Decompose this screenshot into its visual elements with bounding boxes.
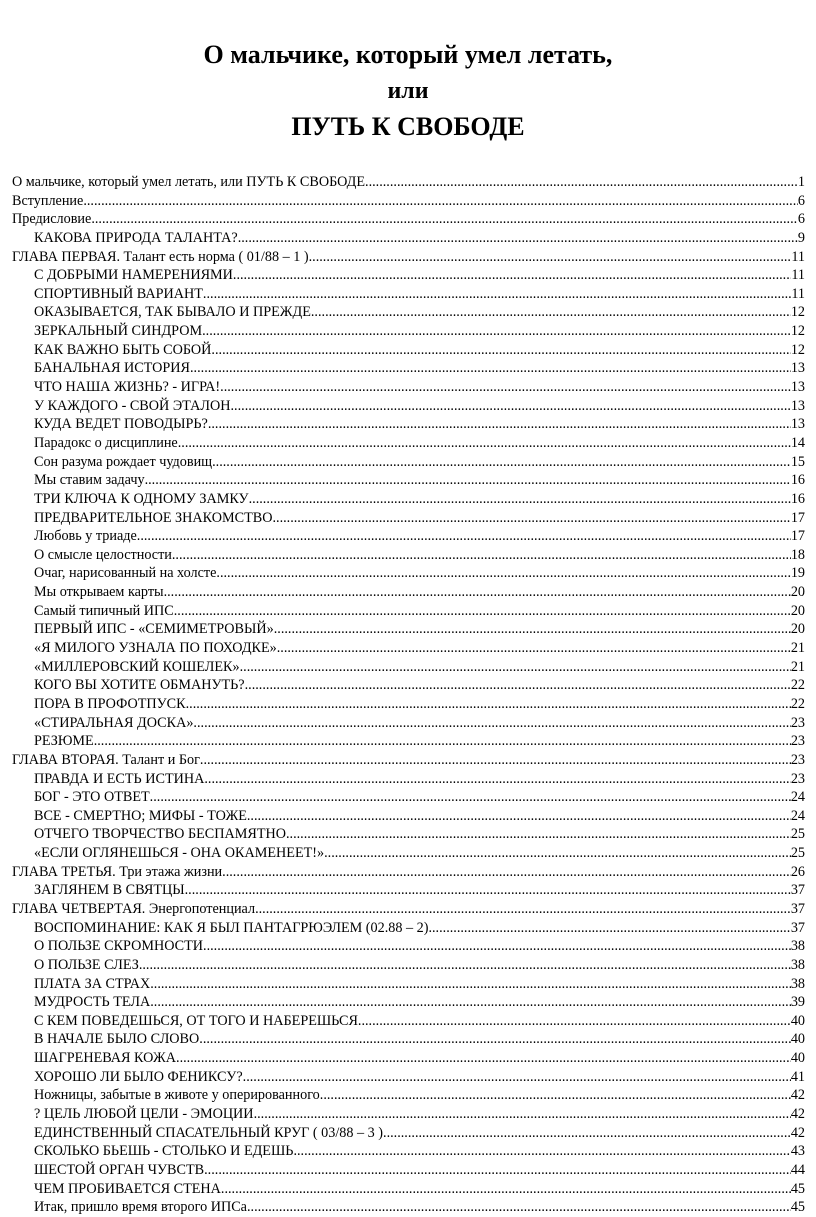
toc-leader-dots: [212, 453, 791, 472]
toc-entry-page: 26: [790, 863, 805, 880]
toc-leader-dots: [176, 1049, 791, 1068]
toc-entry[interactable]: [12, 490, 805, 509]
toc-entry-label: ГЛАВА ПЕРВАЯ. Талант есть норма ( 01/88 – 1 ): [12, 248, 309, 265]
toc-entry[interactable]: [12, 658, 805, 677]
toc-entry-page: 19: [790, 565, 805, 582]
toc-leader-dots: [249, 490, 791, 509]
toc-leader-dots: [204, 770, 790, 789]
toc-entry[interactable]: [12, 285, 805, 304]
toc-entry-page: 16: [790, 490, 805, 507]
toc-entry-label: ТРИ КЛЮЧА К ОДНОМУ ЗАМКУ: [34, 490, 249, 507]
toc-entry-label: ГЛАВА ТРЕТЬЯ. Три этажа жизни: [12, 863, 223, 880]
toc-entry-label: РЕЗЮМЕ: [34, 733, 94, 750]
toc-entry-label: Предисловие: [12, 211, 92, 228]
toc-leader-dots: [94, 732, 791, 751]
toc-entry[interactable]: [12, 714, 805, 733]
toc-entry-page: 44: [790, 1161, 805, 1178]
toc-entry[interactable]: [12, 248, 805, 267]
toc-entry-page: 20: [790, 584, 805, 601]
toc-entry-label: КУДА ВЕДЕТ ПОВОДЫРЬ?: [34, 416, 208, 433]
toc-entry-label: ЕДИНСТВЕННЫЙ СПАСАТЕЛЬНЫЙ КРУГ ( 03/88 – 3 ): [34, 1124, 384, 1141]
toc-entry[interactable]: [12, 900, 805, 919]
toc-entry[interactable]: [12, 359, 805, 378]
toc-entry-label: Итак, пришло время второго ИПСа: [34, 1199, 247, 1216]
toc-leader-dots: [202, 322, 791, 341]
toc-entry-page: 23: [790, 770, 805, 787]
toc-leader-dots: [221, 1180, 791, 1199]
title-line-2: или: [387, 78, 429, 104]
toc-entry-label: С КЕМ ПОВЕДЕШЬСЯ, ОТ ТОГО И НАБЕРЕШЬСЯ: [34, 1012, 358, 1029]
toc-entry-label: Парадокс о дисциплине: [34, 434, 178, 451]
toc-entry[interactable]: [12, 229, 805, 248]
toc-entry-page: 42: [790, 1124, 805, 1141]
toc-leader-dots: [211, 341, 790, 360]
toc-entry-label: «Я МИЛОГО УЗНАЛА ПО ПОХОДКЕ»: [34, 640, 277, 657]
toc-leader-dots: [286, 825, 791, 844]
toc-entry-page: 15: [790, 453, 805, 470]
toc-entry[interactable]: [12, 546, 805, 565]
toc-entry-page: 18: [790, 546, 805, 563]
toc-entry-page: 42: [790, 1106, 805, 1123]
toc-entry-page: 12: [790, 323, 805, 340]
toc-entry-page: 23: [790, 714, 805, 731]
toc-entry[interactable]: [12, 863, 805, 882]
toc-leader-dots: [277, 639, 791, 658]
toc-leader-dots: [137, 527, 791, 546]
toc-entry[interactable]: [12, 676, 805, 695]
toc-entry-page: 22: [790, 677, 805, 694]
title-line-1: О мальчике, который умел летать,: [203, 40, 613, 69]
toc-entry-label: ШЕСТОЙ ОРГАН ЧУВСТВ: [34, 1161, 205, 1178]
toc-leader-dots: [185, 881, 791, 900]
toc-entry-label: Сон разума рождает чудовищ: [34, 453, 213, 470]
toc-leader-dots: [150, 993, 791, 1012]
toc-entry-page: 6: [797, 211, 805, 228]
toc-entry-page: 38: [790, 938, 805, 955]
toc-entry[interactable]: [12, 509, 805, 528]
toc-entry[interactable]: [12, 1124, 805, 1143]
toc-entry-page: 12: [790, 341, 805, 358]
toc-entry[interactable]: [12, 881, 805, 900]
toc-entry-page: 40: [790, 1031, 805, 1048]
toc-entry-label: С ДОБРЫМИ НАМЕРЕНИЯМИ: [34, 267, 233, 284]
toc-entry-label: СКОЛЬКО БЬЕШЬ - СТОЛЬКО И ЕДЕШЬ: [34, 1143, 294, 1160]
toc-leader-dots: [139, 956, 791, 975]
toc-entry-label: СПОРТИВНЫЙ ВАРИАНТ: [34, 285, 203, 302]
toc-entry[interactable]: [12, 1012, 805, 1031]
toc-entry-page: 21: [790, 640, 805, 657]
toc-leader-dots: [358, 1012, 791, 1031]
toc-entry-page: 43: [790, 1143, 805, 1160]
toc-entry-label: Очаг, нарисованный на холсте: [34, 565, 217, 582]
toc-entry-label: ХОРОШО ЛИ БЫЛО ФЕНИКСУ?: [34, 1068, 243, 1085]
document-title: [0, 38, 816, 144]
toc-leader-dots: [199, 1030, 791, 1049]
toc-entry[interactable]: [12, 1198, 805, 1217]
toc-leader-dots: [203, 937, 791, 956]
toc-entry-label: ШАГРЕНЕВАЯ КОЖА: [34, 1050, 177, 1067]
toc-entry[interactable]: [12, 583, 805, 602]
toc-entry-label: ? ЦЕЛЬ ЛЮБОЙ ЦЕЛИ - ЭМОЦИИ: [34, 1106, 254, 1123]
toc-entry[interactable]: [12, 975, 805, 994]
toc-entry[interactable]: [12, 192, 805, 211]
toc-leader-dots: [324, 844, 791, 863]
toc-entry-label: БОГ - ЭТО ОТВЕТ: [34, 789, 150, 806]
toc-leader-dots: [145, 471, 791, 490]
toc-leader-dots: [272, 509, 790, 528]
toc-entry[interactable]: [12, 173, 805, 192]
toc-entry-page: 25: [790, 845, 805, 862]
toc-leader-dots: [428, 919, 790, 938]
toc-leader-dots: [247, 1198, 791, 1217]
toc-entry-page: 21: [790, 658, 805, 675]
toc-entry-page: 24: [790, 789, 805, 806]
toc-entry[interactable]: [12, 620, 805, 639]
toc-leader-dots: [233, 266, 791, 285]
toc-entry-label: Любовь у триаде: [34, 528, 137, 545]
toc-entry-label: ПЛАТА ЗА СТРАХ: [34, 975, 151, 992]
toc-entry-label: У КАЖДОГО - СВОЙ ЭТАЛОН: [34, 397, 231, 414]
toc-leader-dots: [311, 303, 791, 322]
toc-entry-label: ОТЧЕГО ТВОРЧЕСТВО БЕСПАМЯТНО: [34, 826, 286, 843]
toc-leader-dots: [91, 210, 798, 229]
toc-entry[interactable]: [12, 844, 805, 863]
toc-leader-dots: [150, 975, 791, 994]
toc-entry-label: ЗЕРКАЛЬНЫЙ СИНДРОМ: [34, 323, 203, 340]
toc-leader-dots: [231, 397, 791, 416]
toc-entry-label: О ПОЛЬЗЕ СКРОМНОСТИ: [34, 938, 204, 955]
toc-entry-label: ГЛАВА ЧЕТВЕРТАЯ. Энергопотенциал: [12, 900, 256, 917]
toc-leader-dots: [204, 1161, 791, 1180]
toc-entry-label: ПРАВДА И ЕСТЬ ИСТИНА: [34, 770, 205, 787]
toc-entry-page: 40: [790, 1012, 805, 1029]
toc-entry[interactable]: [12, 602, 805, 621]
toc-leader-dots: [255, 900, 791, 919]
toc-entry-label: Мы открываем карты: [34, 584, 164, 601]
toc-entry[interactable]: [12, 695, 805, 714]
toc-entry-label: ЧЕМ ПРОБИВАЕТСЯ СТЕНА: [34, 1180, 221, 1197]
toc-entry-page: 25: [790, 826, 805, 843]
toc-entry[interactable]: [12, 825, 805, 844]
toc-entry[interactable]: [12, 378, 805, 397]
toc-entry-label: ЧТО НАША ЖИЗНЬ? - ИГРА!: [34, 379, 221, 396]
toc-entry-page: 38: [790, 956, 805, 973]
table-of-contents: [12, 173, 805, 1217]
toc-entry[interactable]: [12, 322, 805, 341]
toc-entry[interactable]: [12, 1030, 805, 1049]
toc-entry-page: 23: [790, 733, 805, 750]
toc-entry-label: В НАЧАЛЕ БЫЛО СЛОВО: [34, 1031, 200, 1048]
toc-leader-dots: [172, 546, 791, 565]
toc-entry-page: 20: [790, 602, 805, 619]
toc-entry-page: 45: [790, 1199, 805, 1216]
toc-entry[interactable]: [12, 1105, 805, 1124]
toc-entry-label: О мальчике, который умел летать, или ПУТЬ К СВОБОДЕ: [12, 174, 366, 190]
toc-leader-dots: [320, 1086, 791, 1105]
toc-leader-dots: [216, 564, 790, 583]
toc-entry[interactable]: [12, 1180, 805, 1199]
toc-entry-page: 13: [790, 379, 805, 396]
toc-leader-dots: [238, 229, 798, 248]
toc-leader-dots: [193, 714, 790, 733]
toc-leader-dots: [150, 788, 791, 807]
toc-leader-dots: [174, 602, 791, 621]
toc-leader-dots: [203, 285, 791, 304]
toc-entry-page: 11: [791, 285, 805, 302]
toc-entry[interactable]: [12, 919, 805, 938]
toc-entry-page: 23: [790, 751, 805, 768]
toc-entry-page: 39: [790, 994, 805, 1011]
toc-entry[interactable]: [12, 527, 805, 546]
toc-entry-page: 6: [797, 192, 805, 209]
toc-entry-page: 1: [797, 174, 805, 190]
toc-entry-label: ГЛАВА ВТОРАЯ. Талант и Бог: [12, 751, 200, 768]
toc-entry-page: 17: [790, 528, 805, 545]
toc-entry-label: ПОРА В ПРОФОТПУСК: [34, 695, 186, 712]
toc-entry-page: 42: [790, 1087, 805, 1104]
toc-entry-page: 37: [790, 900, 805, 917]
toc-entry[interactable]: [12, 564, 805, 583]
toc-entry[interactable]: [12, 732, 805, 751]
toc-entry[interactable]: [12, 1142, 805, 1161]
toc-entry-label: БАНАЛЬНАЯ ИСТОРИЯ: [34, 360, 190, 377]
toc-entry-label: Ножницы, забытые в животе у оперированного: [34, 1087, 320, 1104]
toc-leader-dots: [200, 751, 791, 770]
toc-leader-dots: [178, 434, 791, 453]
toc-entry-label: МУДРОСТЬ ТЕЛА: [34, 994, 151, 1011]
toc-entry-label: ПЕРВЫЙ ИПС - «СЕМИМЕТРОВЫЙ».: [34, 621, 278, 638]
toc-entry[interactable]: [12, 210, 805, 229]
title-line-3: ПУТЬ К СВОБОДЕ: [291, 112, 525, 141]
toc-entry-page: 12: [790, 304, 805, 321]
toc-leader-dots: [240, 658, 791, 677]
toc-entry-page: 40: [790, 1050, 805, 1067]
toc-entry[interactable]: [12, 639, 805, 658]
toc-entry-page: 16: [790, 472, 805, 489]
toc-leader-dots: [277, 620, 791, 639]
toc-entry-page: 13: [790, 397, 805, 414]
toc-leader-dots: [309, 248, 792, 267]
toc-entry[interactable]: [12, 434, 805, 453]
toc-entry[interactable]: [12, 956, 805, 975]
toc-entry-label: Вступление: [12, 192, 84, 209]
toc-entry[interactable]: [12, 751, 805, 770]
toc-entry-label: ВОСПОМИНАНИЕ: КАК Я БЫЛ ПАНТАГРЮЭЛЕМ (02.88 – 2): [34, 919, 429, 936]
toc-entry[interactable]: [12, 341, 805, 360]
toc-leader-dots: [222, 863, 791, 882]
toc-leader-dots: [208, 415, 791, 434]
toc-entry-label: «СТИРАЛЬНАЯ ДОСКА»: [34, 714, 194, 731]
toc-entry-label: ОКАЗЫВАЕТСЯ, ТАК БЫВАЛО И ПРЕЖДЕ: [34, 304, 311, 321]
toc-entry-page: 17: [790, 509, 805, 526]
toc-entry-label: Мы ставим задачу: [34, 472, 145, 489]
toc-entry-page: 11: [791, 248, 805, 265]
toc-leader-dots: [383, 1124, 791, 1143]
toc-entry[interactable]: [12, 1161, 805, 1180]
toc-entry-label: «МИЛЛЕРОВСКИЙ КОШЕЛЕК»: [34, 658, 240, 675]
toc-leader-dots: [164, 583, 791, 602]
toc-entry-page: 20: [790, 621, 805, 638]
toc-entry-page: 37: [790, 882, 805, 899]
toc-entry-label: О ПОЛЬЗЕ СЛЕЗ: [34, 956, 139, 973]
toc-entry-page: 22: [790, 695, 805, 712]
toc-leader-dots: [365, 173, 798, 192]
toc-entry-page: 41: [790, 1068, 805, 1085]
toc-leader-dots: [245, 676, 791, 695]
toc-entry[interactable]: [12, 788, 805, 807]
toc-entry-label: ВСЕ - СМЕРТНО; МИФЫ - ТОЖЕ: [34, 807, 247, 824]
toc-entry-label: Самый типичный ИПС: [34, 602, 174, 619]
toc-entry-page: 13: [790, 360, 805, 377]
toc-entry[interactable]: [12, 453, 805, 472]
toc-entry[interactable]: [12, 303, 805, 322]
toc-entry[interactable]: [12, 993, 805, 1012]
toc-entry[interactable]: [12, 1068, 805, 1087]
toc-entry[interactable]: [12, 415, 805, 434]
toc-leader-dots: [186, 695, 791, 714]
toc-entry-label: КАКОВА ПРИРОДА ТАЛАНТА?: [34, 229, 238, 246]
toc-leader-dots: [83, 192, 798, 211]
toc-entry-label: «ЕСЛИ ОГЛЯНЕШЬСЯ - ОНА ОКАМЕНЕЕТ!»: [34, 845, 325, 862]
toc-entry-label: О смысле целостности: [34, 546, 172, 563]
toc-entry[interactable]: [12, 397, 805, 416]
toc-entry[interactable]: [12, 266, 805, 285]
toc-entry-page: 11: [791, 267, 805, 284]
toc-entry-page: 24: [790, 807, 805, 824]
toc-entry-page: 14: [790, 434, 805, 451]
toc-entry[interactable]: [12, 471, 805, 490]
toc-entry-page: 37: [790, 919, 805, 936]
toc-entry[interactable]: [12, 1049, 805, 1068]
toc-leader-dots: [254, 1105, 791, 1124]
toc-entry-label: КОГО ВЫ ХОТИТЕ ОБМАНУТЬ?: [34, 677, 245, 694]
toc-entry-label: ЗАГЛЯНЕМ В СВЯТЦЫ: [34, 882, 185, 899]
toc-leader-dots: [247, 807, 791, 826]
toc-leader-dots: [220, 378, 791, 397]
toc-entry-page: 9: [797, 229, 805, 246]
toc-entry[interactable]: [12, 807, 805, 826]
toc-leader-dots: [243, 1068, 791, 1087]
toc-leader-dots: [190, 359, 791, 378]
toc-entry-page: 45: [790, 1180, 805, 1197]
toc-entry-page: 13: [790, 416, 805, 433]
toc-entry-page: 38: [790, 975, 805, 992]
toc-entry[interactable]: [12, 937, 805, 956]
toc-leader-dots: [293, 1142, 790, 1161]
toc-entry-label: ПРЕДВАРИТЕЛЬНОЕ ЗНАКОМСТВО: [34, 509, 273, 526]
toc-entry[interactable]: [12, 1086, 805, 1105]
toc-entry[interactable]: [12, 770, 805, 789]
toc-entry-label: КАК ВАЖНО БЫТЬ СОБОЙ: [34, 341, 212, 358]
